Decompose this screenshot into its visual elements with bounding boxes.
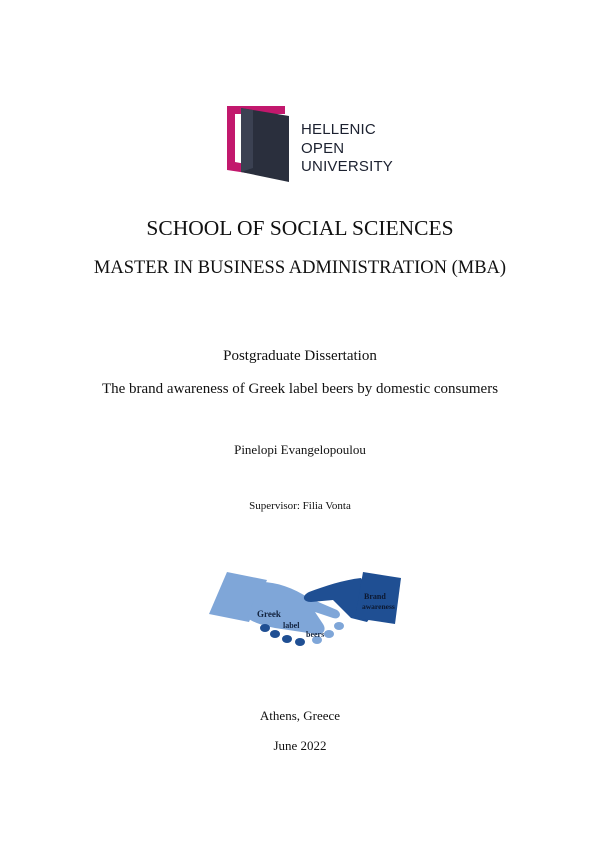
handshake-illustration (205, 566, 415, 660)
logo-line-2: OPEN (301, 139, 345, 157)
school-heading: SCHOOL OF SOCIAL SCIENCES (146, 216, 454, 240)
label-brand: Brand (364, 592, 386, 601)
logo-line-1: HELLENIC (301, 121, 376, 138)
programme-heading: MASTER IN BUSINESS ADMINISTRATION (MBA) (93, 258, 507, 278)
dissertation-title: The brand awareness of Greek label beers by domestic consumers (101, 381, 499, 397)
supervisor-line: Supervisor: Filia Vonta (249, 500, 351, 512)
place: Athens, Greece (259, 708, 341, 723)
document-type: Postgraduate Dissertation (223, 348, 377, 364)
logo-line-3: UNIVERSITY (301, 158, 394, 175)
hou-logo-mark-icon (223, 102, 295, 182)
label-beers: beers (306, 630, 325, 639)
date: June 2022 (273, 738, 327, 753)
university-logo (223, 102, 413, 184)
label-label: label (283, 621, 300, 630)
logo-wordmark (301, 121, 393, 177)
handshake-icon (205, 566, 415, 660)
label-greek: Greek (257, 609, 281, 619)
label-awareness: awareness (362, 602, 395, 611)
author-name: Pinelopi Evangelopoulou (234, 442, 366, 457)
